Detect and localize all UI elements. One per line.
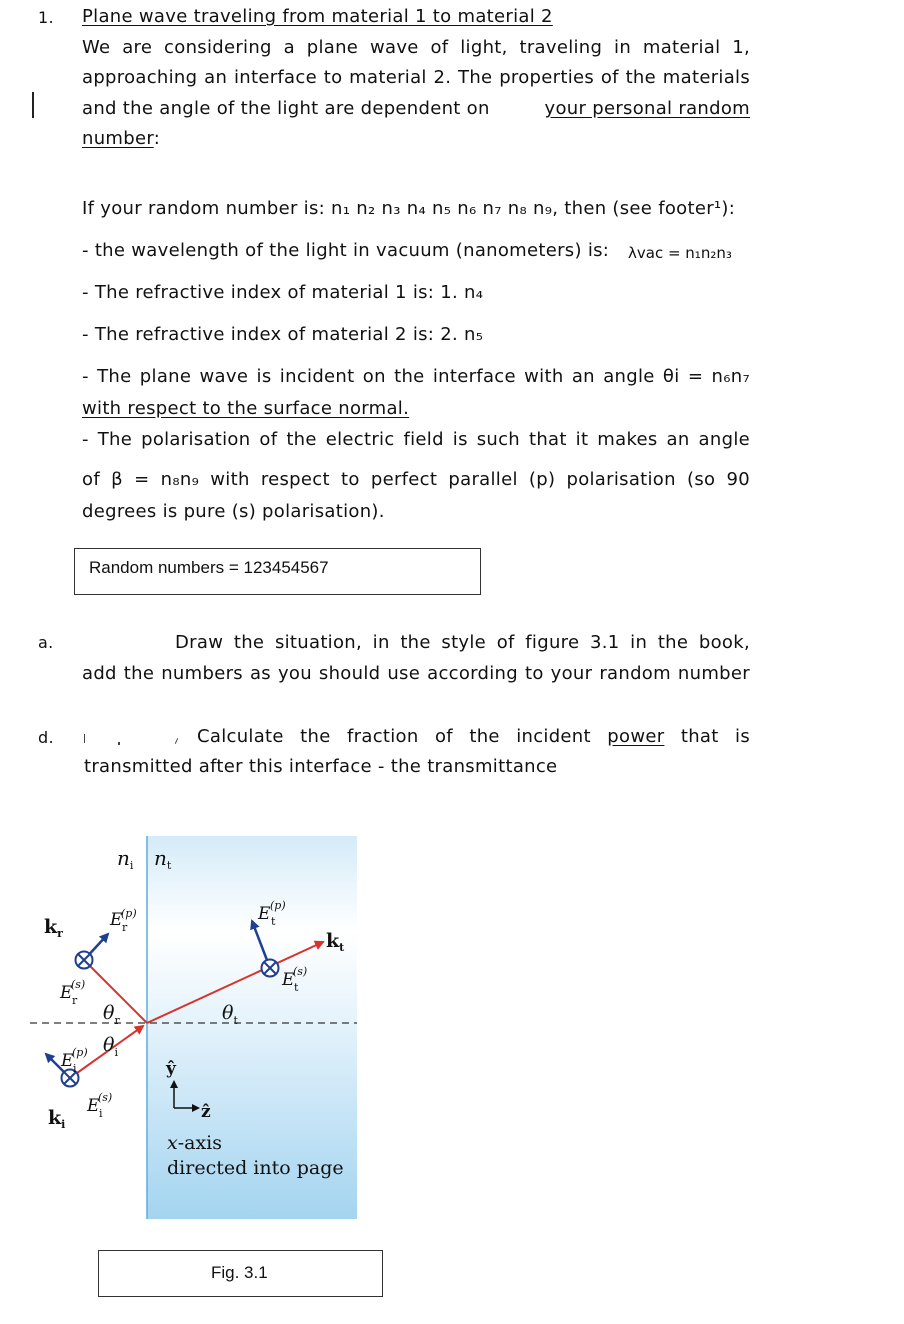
- personal-random-link-cont[interactable]: number: [82, 128, 154, 149]
- random-number-line: If your random number is: n₁ n₂ n₃ n₄ n₅ n₆ n₇ n₈ n₉, then (see footer¹):: [82, 198, 736, 219]
- part-d-label: d.: [38, 728, 54, 747]
- figure-caption-box: [98, 1250, 383, 1297]
- part-a-label: a.: [38, 633, 54, 652]
- et-s-label: E: [282, 970, 295, 990]
- part-d-line-2: transmitted after this interface - the transmittance: [84, 756, 558, 777]
- intro-line-3-text: and the angle of the light are dependent on: [82, 98, 490, 119]
- ei-p-label: E: [61, 1051, 74, 1071]
- er-p-label: E: [110, 910, 123, 930]
- text-cursor: [32, 92, 34, 118]
- ei-s-label: E: [87, 1096, 100, 1116]
- bullet-pol-line-3: degrees is pure (s) polarisation).: [82, 501, 385, 522]
- et-p-sub: t: [271, 915, 276, 928]
- nt-label: $n_t$: [154, 846, 172, 872]
- ni-label: $n_i$: [117, 846, 134, 872]
- er-p-sub: r: [122, 921, 128, 934]
- ei-p-sup: (p): [72, 1046, 88, 1059]
- er-s-sub: r: [72, 994, 78, 1007]
- intro-line-4-post: :: [153, 128, 161, 149]
- transmitted-es-symbol: [262, 960, 279, 977]
- bullet-pol-line-1: - The polarisation of the electric field is such that it makes an angle: [82, 429, 750, 450]
- et-s-sub: t: [294, 981, 299, 994]
- theta-r-label: $\theta_r$: [103, 1002, 120, 1027]
- part-a-line-2: add the numbers as you should use according to your random number: [82, 663, 750, 684]
- er-s-sup: (s): [71, 978, 86, 991]
- intro-line-1: We are considering a plane wave of light, traveling in material 1,: [82, 37, 750, 58]
- y-hat-label: ŷ: [166, 1059, 176, 1079]
- reflected-es-symbol: [76, 952, 93, 969]
- er-p-sup: (p): [121, 907, 137, 920]
- part-d-marks: [82, 730, 182, 750]
- kr-label: $k_r$: [44, 916, 63, 940]
- ei-p-sub: i: [73, 1062, 77, 1075]
- et-s-sup: (s): [293, 965, 308, 978]
- figure-3-1: [0, 830, 400, 1230]
- et-p-sup: (p): [270, 899, 286, 912]
- part-d-power: power: [607, 726, 665, 747]
- ei-s-sup: (s): [98, 1091, 113, 1104]
- personal-random-link[interactable]: your personal random: [544, 98, 750, 119]
- random-numbers-value: Random numbers = 123454567: [89, 558, 329, 577]
- part-a-line-1: Draw the situation, in the style of figure 3.1 in the book,: [175, 632, 750, 653]
- ki-label: $k_i$: [48, 1107, 66, 1131]
- kt-label: $k_t$: [326, 930, 345, 954]
- intro-line-4: [82, 128, 160, 149]
- question-title: Plane wave traveling from material 1 to material 2: [82, 6, 553, 27]
- part-d-line-1-pre: Calculate the fraction of the incident: [197, 726, 608, 747]
- et-p-label: E: [258, 904, 271, 924]
- x-axis-label-line-1: x-axis: [167, 1132, 223, 1154]
- bullet-pol-line-2: of β = n₈n₉ with respect to perfect parallel (p) polarisation (so 90: [82, 469, 750, 490]
- bullet-n2: - The refractive index of material 2 is: 2. n₅: [82, 324, 484, 345]
- ei-s-sub: i: [99, 1107, 103, 1120]
- intro-line-3: [82, 98, 750, 119]
- random-numbers-box: [74, 548, 481, 595]
- bullet-angle: - The plane wave is incident on the interface with an angle θi = n₆n₇: [82, 366, 750, 387]
- theta-t-label: $\theta_t$: [222, 1002, 238, 1027]
- bullet-angle-cont: with respect to the surface normal.: [82, 398, 410, 419]
- part-d-line-1-post: that is: [664, 726, 750, 747]
- figure-caption: Fig. 3.1: [211, 1263, 268, 1282]
- question-number: 1.: [38, 8, 54, 27]
- bullet-n1: - The refractive index of material 1 is: 1. n₄: [82, 282, 484, 303]
- part-d-line-1: [197, 726, 750, 747]
- er-s-label: E: [60, 983, 73, 1003]
- bullet-wavelength-formula: λvac = n₁n₂n₃: [628, 244, 732, 262]
- x-axis-label-line-2: directed into page: [167, 1157, 344, 1179]
- z-hat-label: ẑ: [201, 1102, 211, 1122]
- theta-i-label: $\theta_i$: [103, 1034, 118, 1059]
- bullet-wavelength: - the wavelength of the light in vacuum (nanometers) is:: [82, 240, 610, 261]
- intro-line-2: approaching an interface to material 2. The properties of the materials: [82, 67, 750, 88]
